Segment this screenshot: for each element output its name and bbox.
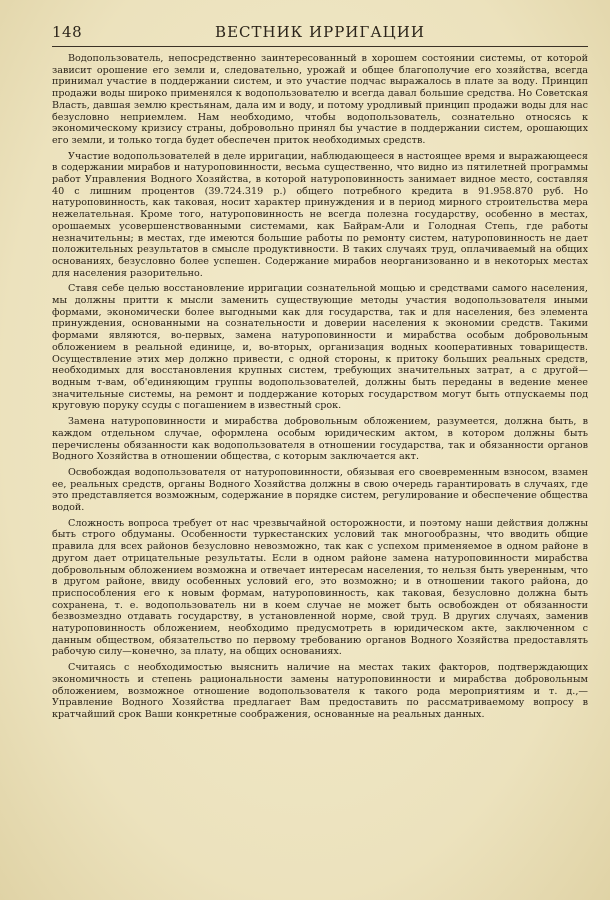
paragraph: Ставя себе целью восстановление ирригации сознательной мощью и средствами самого населения, мы должны притти к мысли заменить существующие методы участия водопользователя иными формами, экономически более выгодными как для государства, так и для населения, без элемента принуждения, основанными на сознательности и доверии населения к экономии средств. Такими формами являются, во-первых, замена натуроповинности и мирабства особым добровольным обложением в реальной единице, и, во-вторых, организация водных кооперативных товариществ. Осуществление этих мер должно привести, с одной стороны, к притоку больших реальных средств, необходимых для восстановления крупных систем, требующих значительных затрат, а с другой—водным т-вам, об'единяющим группы водопользователей, должны быть переданы в ведение менее значительные системы, на ремонт и поддержание которых государством могут быть отпускаемы под круговую поруку ссуды с погашением в известный срок. [52,283,588,412]
paragraph: Освобождая водопользователя от натуроповинности, обязывая его своевременным взносом, взамен ее, реальных средств, органы Водного Хозяйства должны в свою очередь гарантировать в случаях, где это представляется возможным, содержание в порядке систем, регулирование и обеспечение общества водой. [52,466,588,514]
page-number: 148 [52,23,83,41]
journal-title: ВЕСТНИК ИРРИГАЦИИ [215,23,425,41]
article-body [52,53,588,721]
paragraph: Замена натуроповинности и мирабства добровольным обложением, разумеется, должна быть, в каждом отдельном случае, оформлена особым юридическим актом, в котором должны быть перечислены обязанности как водопользователя в отношении государства, так и обязанности органов Водного Хозяйства в отношении общества, с которым заключается акт. [52,416,588,463]
paragraph: Участие водопользователей в деле ирригации, наблюдающееся в настоящее время и выражающееся в содержании мирабов и натуроповинности, весьма существенно, что видно из пятилетней программы работ Управления Водного Хозяйства, в которой натуроповинность занимает видное место, составляя 40 с лишним процентов (39.724.319 р.) общего потребного кредита в 91.958.870 руб. Но натуроповинность, как таковая, носит характер принуждения и в период мирного строительства мера нежелательная. Кроме того, натуроповинность не всегда полезна государству, особенно в местах, орошаемых усовершенствованными системами, как Байрам-Али и Голодная Степь, где работы незначительны; в местах, где имеются большие работы по ремонту систем, натуроповинность не дает положительных результатов в смысле продуктивности. В таких случаях труд, оплачиваемый на общих основаниях, безусловно более успешен. Содержание мирабов неорганизованно и в некоторых местах для населения разорительно. [52,150,588,279]
running-header [52,22,588,47]
paragraph: Считаясь с необходимостью выяснить наличие на местах таких факторов, подтверждающих экономичность и степень рациональности замены натуроповинности и мирабства добровольным обложением, возможное отношение водопользователя к такого рода мероприятиям и т. д.,—Управление Водного Хозяйства предлагает Вам предоставить по рассматриваемому вопросу в кратчайший срок Ваши конкретные соображения, основанные на реальных данных. [52,662,588,720]
paragraph: Сложность вопроса требует от нас чрезвычайной осторожности, и поэтому наши действия должны быть строго обдуманы. Особенности туркестанских условий так многообразны, что вводить общие правила для всех районов безусловно невозможно, так как с успехом применяемое в одном районе в другом дает отрицательные результаты. Если в одном районе замена натуроповинности мирабства добровольным обложением возможна и отвечает интересам населения, то нельзя быть уверенным, что в другом районе, ввиду особенных условий его, это возможно; и в отношении такого района, до приспособления его к новым формам, натуроповинность, как таковая, безусловно должна быть сохранена, т. е. водопользователь ни в коем случае не может быть освобожден от обязанности безвозмездно отдавать государству, в установленной норме, свой труд. В других случаях, заменив натуроповинность обложением, необходимо предусмотреть в юридическом акте, заключенном с данным обществом, обязательство по первому требованию органов Водного Хозяйства предоставлять рабочую силу—конечно, за плату, на общих основаниях. [52,517,588,658]
paragraph: Водопользователь, непосредственно заинтересованный в хорошем состоянии системы, от которой зависит орошение его земли и, следовательно, урожай и общее благополучие его хозяйства, всегда принимал участие в поддержании систем, и это участие подчас выражалось в плате за воду. Принцип продажи воды широко применялся к водопользователю и всегда давал большие средства. Но Советская Власть, давшая землю крестьянам, дала им и воду, и потому уродливый принцип продажи воды для нас безусловно неприемлем. Нам необходимо, чтобы водопользователь, сознательно относясь к экономическому кризису страны, добровольно принял бы участие в поддержании систем, орошающих его земли, и только тогда будет обеспечен приток необходимых средств. [52,53,588,146]
